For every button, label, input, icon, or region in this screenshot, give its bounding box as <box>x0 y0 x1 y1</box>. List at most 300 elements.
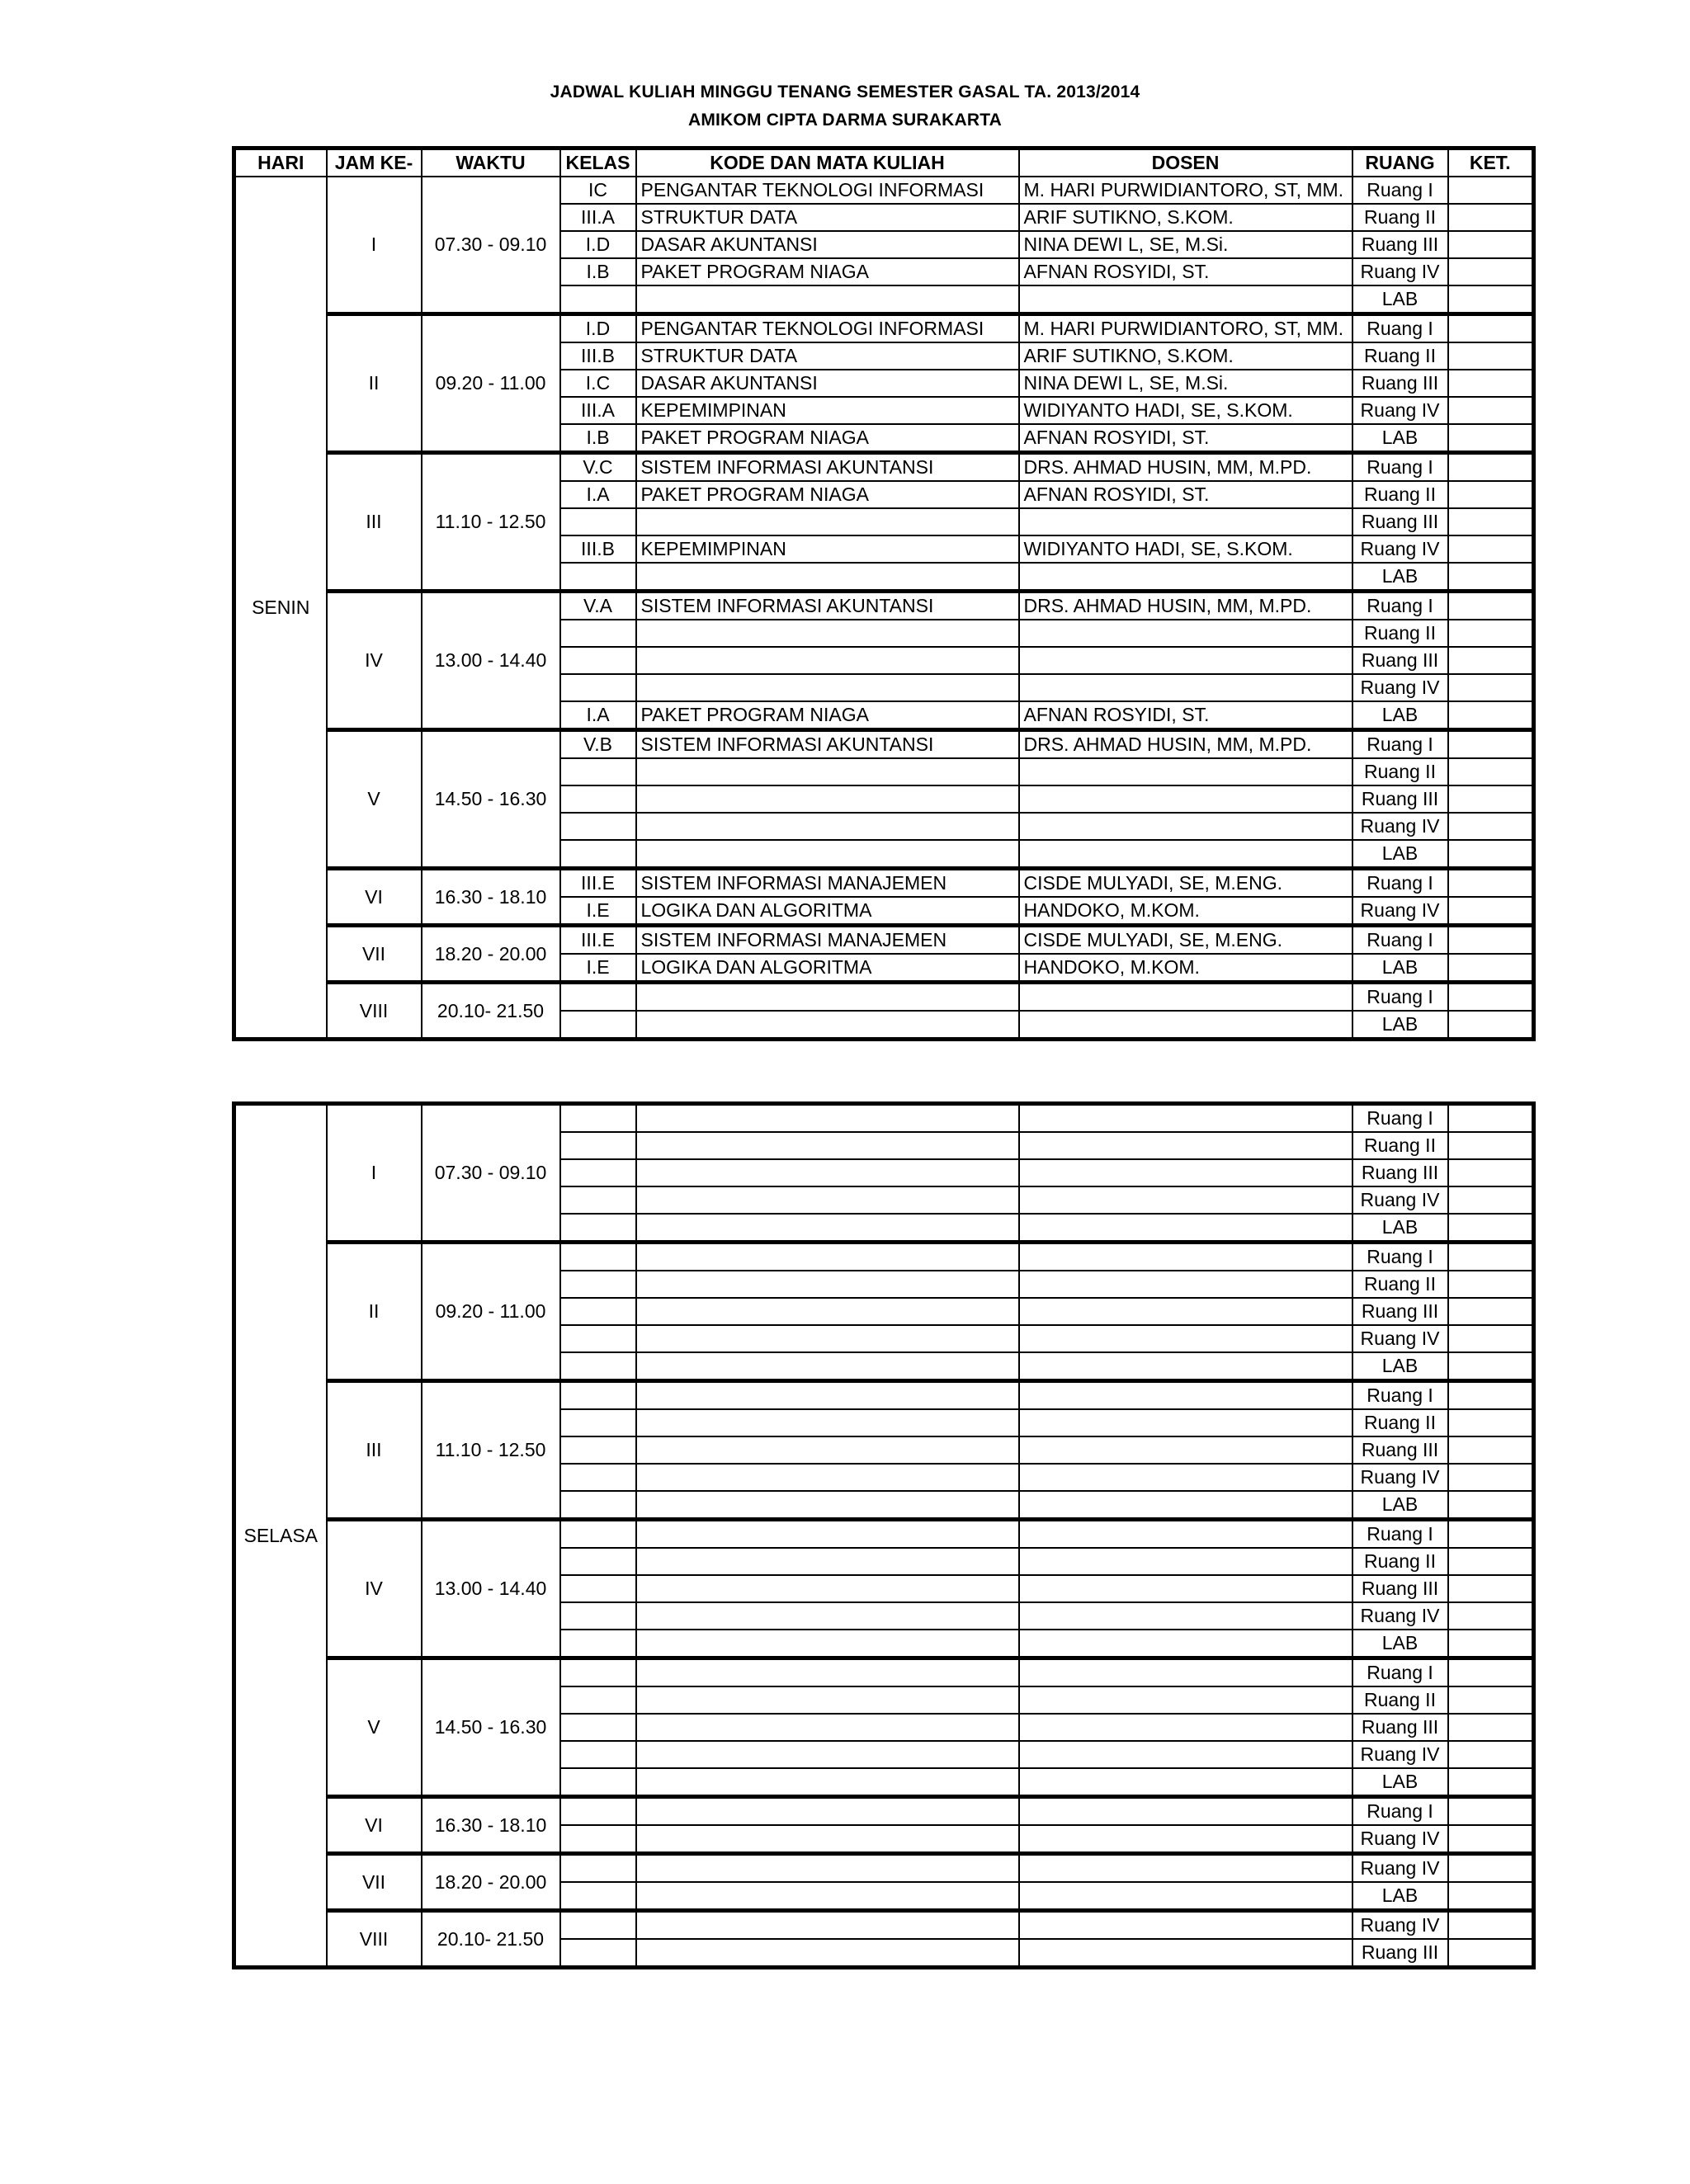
waktu-cell: 13.00 - 14.40 <box>422 1520 560 1658</box>
dosen-cell <box>1019 1882 1352 1911</box>
mata-kuliah-cell: PENGANTAR TEKNOLOGI INFORMASI <box>636 314 1019 343</box>
table-row <box>234 1797 1534 1826</box>
ruang-cell: Ruang I <box>1352 1243 1448 1271</box>
kelas-cell <box>560 1104 636 1133</box>
waktu-cell: 09.20 - 11.00 <box>422 314 560 453</box>
ruang-cell: LAB <box>1352 1768 1448 1797</box>
ruang-cell: Ruang II <box>1352 1548 1448 1575</box>
ket-cell <box>1448 1630 1534 1658</box>
document-title: JADWAL KULIAH MINGGU TENANG SEMESTER GASAL TA. 2013/2014 <box>550 83 1140 101</box>
kelas-cell <box>560 1602 636 1630</box>
jam-cell: VI <box>327 1797 422 1854</box>
ruang-cell: LAB <box>1352 1214 1448 1243</box>
dosen-cell <box>1019 674 1352 701</box>
mata-kuliah-cell <box>636 983 1019 1012</box>
table-row <box>234 177 1534 204</box>
ruang-cell: Ruang II <box>1352 481 1448 508</box>
ket-cell <box>1448 983 1534 1012</box>
kelas-cell: I.D <box>560 314 636 343</box>
ket-cell <box>1448 314 1534 343</box>
dosen-cell <box>1019 1768 1352 1797</box>
ket-cell <box>1448 1602 1534 1630</box>
mata-kuliah-cell <box>636 647 1019 674</box>
ruang-cell: Ruang III <box>1352 647 1448 674</box>
ket-cell <box>1448 840 1534 869</box>
ket-cell <box>1448 1243 1534 1271</box>
ket-cell <box>1448 342 1534 370</box>
ket-cell <box>1448 563 1534 592</box>
ket-cell <box>1448 1436 1534 1464</box>
ruang-cell: LAB <box>1352 954 1448 983</box>
jam-cell: V <box>327 730 422 869</box>
dosen-cell <box>1019 1741 1352 1768</box>
mata-kuliah-cell <box>636 758 1019 785</box>
mata-kuliah-cell <box>636 1714 1019 1741</box>
kelas-cell: I.E <box>560 954 636 983</box>
kelas-cell <box>560 1939 636 1968</box>
ruang-cell: Ruang IV <box>1352 897 1448 926</box>
kelas-cell <box>560 1132 636 1159</box>
ruang-cell: Ruang I <box>1352 177 1448 204</box>
waktu-cell: 07.30 - 09.10 <box>422 177 560 314</box>
kelas-cell <box>560 1381 636 1410</box>
hari-cell: SELASA <box>234 1104 327 1968</box>
column-header-dosen: DOSEN <box>1019 149 1352 177</box>
kelas-cell <box>560 1186 636 1214</box>
ruang-cell: LAB <box>1352 1882 1448 1911</box>
ruang-cell: Ruang IV <box>1352 535 1448 563</box>
kelas-cell <box>560 1491 636 1520</box>
mata-kuliah-cell <box>636 1381 1019 1410</box>
waktu-cell: 14.50 - 16.30 <box>422 730 560 869</box>
ket-cell <box>1448 1214 1534 1243</box>
mata-kuliah-cell <box>636 1630 1019 1658</box>
dosen-cell: DRS. AHMAD HUSIN, MM, M.PD. <box>1019 453 1352 482</box>
dosen-cell <box>1019 1911 1352 1940</box>
dosen-cell <box>1019 1491 1352 1520</box>
kelas-cell <box>560 1325 636 1352</box>
table-row <box>234 926 1534 955</box>
dosen-cell <box>1019 508 1352 535</box>
schedule-table-selasa <box>232 1101 1536 1969</box>
ruang-cell: Ruang IV <box>1352 1825 1448 1854</box>
table-row <box>234 1243 1534 1271</box>
mata-kuliah-cell <box>636 563 1019 592</box>
dosen-cell <box>1019 1714 1352 1741</box>
dosen-cell: DRS. AHMAD HUSIN, MM, M.PD. <box>1019 592 1352 620</box>
kelas-cell <box>560 508 636 535</box>
dosen-cell: NINA DEWI L, SE, M.Si. <box>1019 231 1352 258</box>
ket-cell <box>1448 1381 1534 1410</box>
mata-kuliah-cell <box>636 1159 1019 1186</box>
ket-cell <box>1448 813 1534 840</box>
mata-kuliah-cell: SISTEM INFORMASI AKUNTANSI <box>636 730 1019 759</box>
jam-cell: VI <box>327 869 422 926</box>
dosen-cell <box>1019 1939 1352 1968</box>
kelas-cell <box>560 674 636 701</box>
column-header-hari: HARI <box>234 149 327 177</box>
ket-cell <box>1448 481 1534 508</box>
ket-cell <box>1448 453 1534 482</box>
kelas-cell <box>560 1741 636 1768</box>
kelas-cell <box>560 1630 636 1658</box>
ket-cell <box>1448 1491 1534 1520</box>
ruang-cell: Ruang III <box>1352 508 1448 535</box>
ket-cell <box>1448 758 1534 785</box>
dosen-cell <box>1019 785 1352 813</box>
mata-kuliah-cell: SISTEM INFORMASI AKUNTANSI <box>636 453 1019 482</box>
ket-cell <box>1448 1797 1534 1826</box>
dosen-cell <box>1019 1797 1352 1826</box>
ruang-cell: LAB <box>1352 701 1448 730</box>
waktu-cell: 13.00 - 14.40 <box>422 592 560 730</box>
kelas-cell <box>560 1298 636 1325</box>
ruang-cell: Ruang I <box>1352 730 1448 759</box>
dosen-cell <box>1019 1436 1352 1464</box>
dosen-cell <box>1019 1602 1352 1630</box>
dosen-cell <box>1019 647 1352 674</box>
kelas-cell: III.E <box>560 926 636 955</box>
ruang-cell: Ruang II <box>1352 1409 1448 1436</box>
kelas-cell <box>560 1214 636 1243</box>
ruang-cell: Ruang II <box>1352 342 1448 370</box>
ket-cell <box>1448 1575 1534 1602</box>
ruang-cell: Ruang IV <box>1352 674 1448 701</box>
kelas-cell <box>560 1548 636 1575</box>
dosen-cell: HANDOKO, M.KOM. <box>1019 954 1352 983</box>
mata-kuliah-cell <box>636 1686 1019 1714</box>
ruang-cell: LAB <box>1352 285 1448 314</box>
jam-cell: VII <box>327 926 422 983</box>
ket-cell <box>1448 508 1534 535</box>
column-header-ruang: RUANG <box>1352 149 1448 177</box>
mata-kuliah-cell <box>636 785 1019 813</box>
kelas-cell <box>560 563 636 592</box>
kelas-cell <box>560 285 636 314</box>
waktu-cell: 18.20 - 20.00 <box>422 1854 560 1911</box>
dosen-cell <box>1019 1520 1352 1549</box>
ket-cell <box>1448 1825 1534 1854</box>
mata-kuliah-cell <box>636 1658 1019 1687</box>
dosen-cell <box>1019 285 1352 314</box>
mata-kuliah-cell: LOGIKA DAN ALGORITMA <box>636 897 1019 926</box>
dosen-cell: WIDIYANTO HADI, SE, S.KOM. <box>1019 397 1352 424</box>
table-row <box>234 314 1534 343</box>
kelas-cell <box>560 813 636 840</box>
dosen-cell: ARIF SUTIKNO, S.KOM. <box>1019 204 1352 231</box>
table-row <box>234 1104 1534 1133</box>
ruang-cell: Ruang I <box>1352 1797 1448 1826</box>
dosen-cell <box>1019 1159 1352 1186</box>
mata-kuliah-cell <box>636 1768 1019 1797</box>
mata-kuliah-cell <box>636 1854 1019 1883</box>
ruang-cell: LAB <box>1352 1491 1448 1520</box>
ket-cell <box>1448 1186 1534 1214</box>
ruang-cell: Ruang IV <box>1352 1911 1448 1940</box>
mata-kuliah-cell <box>636 1132 1019 1159</box>
ket-cell <box>1448 1520 1534 1549</box>
kelas-cell: III.B <box>560 535 636 563</box>
ket-cell <box>1448 954 1534 983</box>
kelas-cell: I.B <box>560 424 636 453</box>
document-subtitle: AMIKOM CIPTA DARMA SURAKARTA <box>687 111 1003 130</box>
kelas-cell: III.A <box>560 397 636 424</box>
ruang-cell: LAB <box>1352 424 1448 453</box>
mata-kuliah-cell: STRUKTUR DATA <box>636 342 1019 370</box>
ket-cell <box>1448 701 1534 730</box>
ket-cell <box>1448 647 1534 674</box>
ket-cell <box>1448 869 1534 898</box>
kelas-cell <box>560 983 636 1012</box>
dosen-cell <box>1019 1132 1352 1159</box>
mata-kuliah-cell: PAKET PROGRAM NIAGA <box>636 258 1019 285</box>
ruang-cell: Ruang II <box>1352 1132 1448 1159</box>
ruang-cell: Ruang III <box>1352 231 1448 258</box>
mata-kuliah-cell: PAKET PROGRAM NIAGA <box>636 481 1019 508</box>
ruang-cell: Ruang II <box>1352 204 1448 231</box>
ket-cell <box>1448 730 1534 759</box>
mata-kuliah-cell: SISTEM INFORMASI MANAJEMEN <box>636 926 1019 955</box>
ruang-cell: Ruang III <box>1352 1575 1448 1602</box>
mata-kuliah-cell <box>636 1602 1019 1630</box>
ruang-cell: LAB <box>1352 1352 1448 1381</box>
ruang-cell: LAB <box>1352 840 1448 869</box>
dosen-cell <box>1019 1548 1352 1575</box>
waktu-cell: 09.20 - 11.00 <box>422 1243 560 1381</box>
schedule-body-senin <box>234 177 1534 1040</box>
column-header-jam: JAM KE- <box>327 149 422 177</box>
kelas-cell: I.C <box>560 370 636 397</box>
ket-cell <box>1448 592 1534 620</box>
table-row <box>234 983 1534 1012</box>
ruang-cell: Ruang III <box>1352 785 1448 813</box>
mata-kuliah-cell: PAKET PROGRAM NIAGA <box>636 424 1019 453</box>
kelas-cell <box>560 1768 636 1797</box>
ket-cell <box>1448 424 1534 453</box>
kelas-cell <box>560 1464 636 1491</box>
dosen-cell <box>1019 840 1352 869</box>
kelas-cell <box>560 1271 636 1298</box>
dosen-cell: HANDOKO, M.KOM. <box>1019 897 1352 926</box>
kelas-cell <box>560 1011 636 1040</box>
mata-kuliah-cell <box>636 1325 1019 1352</box>
ruang-cell: Ruang I <box>1352 453 1448 482</box>
mata-kuliah-cell <box>636 1464 1019 1491</box>
ket-cell <box>1448 1132 1534 1159</box>
schedule-table-senin <box>232 146 1536 1041</box>
waktu-cell: 14.50 - 16.30 <box>422 1658 560 1797</box>
ruang-cell: Ruang II <box>1352 1686 1448 1714</box>
column-header-kelas: KELAS <box>560 149 636 177</box>
mata-kuliah-cell: DASAR AKUNTANSI <box>636 370 1019 397</box>
kelas-cell <box>560 1882 636 1911</box>
dosen-cell <box>1019 1658 1352 1687</box>
ruang-cell: Ruang III <box>1352 1436 1448 1464</box>
mata-kuliah-cell <box>636 1104 1019 1133</box>
dosen-cell: AFNAN ROSYIDI, ST. <box>1019 424 1352 453</box>
ket-cell <box>1448 1298 1534 1325</box>
mata-kuliah-cell <box>636 674 1019 701</box>
mata-kuliah-cell <box>636 620 1019 647</box>
dosen-cell: NINA DEWI L, SE, M.Si. <box>1019 370 1352 397</box>
jam-cell: I <box>327 1104 422 1243</box>
ket-cell <box>1448 231 1534 258</box>
dosen-cell <box>1019 1409 1352 1436</box>
ket-cell <box>1448 1714 1534 1741</box>
ruang-cell: Ruang I <box>1352 1381 1448 1410</box>
ruang-cell: LAB <box>1352 563 1448 592</box>
dosen-cell <box>1019 1630 1352 1658</box>
waktu-cell: 16.30 - 18.10 <box>422 1797 560 1854</box>
kelas-cell: V.C <box>560 453 636 482</box>
kelas-cell <box>560 1658 636 1687</box>
kelas-cell <box>560 620 636 647</box>
ket-cell <box>1448 785 1534 813</box>
kelas-cell: III.A <box>560 204 636 231</box>
mata-kuliah-cell <box>636 1520 1019 1549</box>
mata-kuliah-cell: KEPEMIMPINAN <box>636 535 1019 563</box>
ket-cell <box>1448 1658 1534 1687</box>
dosen-cell: M. HARI PURWIDIANTORO, ST, MM. <box>1019 177 1352 204</box>
kelas-cell <box>560 1436 636 1464</box>
ruang-cell: Ruang IV <box>1352 1186 1448 1214</box>
column-header-mata-kuliah: KODE DAN MATA KULIAH <box>636 149 1019 177</box>
ket-cell <box>1448 674 1534 701</box>
hari-cell: SENIN <box>234 177 327 1040</box>
ruang-cell: Ruang IV <box>1352 258 1448 285</box>
ket-cell <box>1448 1352 1534 1381</box>
table-row <box>234 1658 1534 1687</box>
kelas-cell <box>560 1520 636 1549</box>
waktu-cell: 16.30 - 18.10 <box>422 869 560 926</box>
ruang-cell: Ruang II <box>1352 1271 1448 1298</box>
dosen-cell: DRS. AHMAD HUSIN, MM, M.PD. <box>1019 730 1352 759</box>
column-header-waktu: WAKTU <box>422 149 560 177</box>
mata-kuliah-cell <box>636 1741 1019 1768</box>
ruang-cell: Ruang I <box>1352 926 1448 955</box>
kelas-cell <box>560 1243 636 1271</box>
kelas-cell <box>560 785 636 813</box>
jam-cell: IV <box>327 592 422 730</box>
mata-kuliah-cell <box>636 1436 1019 1464</box>
ket-cell <box>1448 1854 1534 1883</box>
dosen-cell <box>1019 1186 1352 1214</box>
kelas-cell <box>560 758 636 785</box>
waktu-cell: 20.10- 21.50 <box>422 1911 560 1968</box>
ket-cell <box>1448 177 1534 204</box>
table-row <box>234 453 1534 482</box>
waktu-cell: 07.30 - 09.10 <box>422 1104 560 1243</box>
ruang-cell: Ruang IV <box>1352 397 1448 424</box>
mata-kuliah-cell <box>636 1352 1019 1381</box>
mata-kuliah-cell <box>636 840 1019 869</box>
dosen-cell <box>1019 1243 1352 1271</box>
ket-cell <box>1448 1741 1534 1768</box>
table-row <box>234 592 1534 620</box>
ket-cell <box>1448 1325 1534 1352</box>
kelas-cell: I.A <box>560 701 636 730</box>
dosen-cell: CISDE MULYADI, SE, M.ENG. <box>1019 926 1352 955</box>
kelas-cell <box>560 1686 636 1714</box>
dosen-cell: WIDIYANTO HADI, SE, S.KOM. <box>1019 535 1352 563</box>
ket-cell <box>1448 535 1534 563</box>
ruang-cell: LAB <box>1352 1630 1448 1658</box>
kelas-cell <box>560 840 636 869</box>
dosen-cell <box>1019 1575 1352 1602</box>
dosen-cell <box>1019 563 1352 592</box>
jam-cell: IV <box>327 1520 422 1658</box>
ket-cell <box>1448 1882 1534 1911</box>
ruang-cell: Ruang III <box>1352 1939 1448 1968</box>
ruang-cell: Ruang II <box>1352 758 1448 785</box>
kelas-cell <box>560 1159 636 1186</box>
kelas-cell: III.E <box>560 869 636 898</box>
dosen-cell <box>1019 983 1352 1012</box>
ruang-cell: Ruang III <box>1352 1714 1448 1741</box>
ruang-cell: Ruang II <box>1352 620 1448 647</box>
ruang-cell: Ruang IV <box>1352 1854 1448 1883</box>
ruang-cell: Ruang I <box>1352 869 1448 898</box>
kelas-cell: I.B <box>560 258 636 285</box>
dosen-cell <box>1019 1854 1352 1883</box>
ruang-cell: Ruang IV <box>1352 1325 1448 1352</box>
dosen-cell <box>1019 1686 1352 1714</box>
waktu-cell: 11.10 - 12.50 <box>422 1381 560 1520</box>
mata-kuliah-cell <box>636 1911 1019 1940</box>
mata-kuliah-cell <box>636 1797 1019 1826</box>
mata-kuliah-cell <box>636 1491 1019 1520</box>
dosen-cell <box>1019 1298 1352 1325</box>
ruang-cell: Ruang III <box>1352 1159 1448 1186</box>
header-row <box>234 149 1534 177</box>
mata-kuliah-cell <box>636 508 1019 535</box>
mata-kuliah-cell <box>636 1825 1019 1854</box>
ruang-cell: Ruang IV <box>1352 1741 1448 1768</box>
ruang-cell: Ruang I <box>1352 1104 1448 1133</box>
waktu-cell: 11.10 - 12.50 <box>422 453 560 592</box>
jam-cell: III <box>327 453 422 592</box>
ket-cell <box>1448 397 1534 424</box>
kelas-cell: I.D <box>560 231 636 258</box>
dosen-cell: AFNAN ROSYIDI, ST. <box>1019 701 1352 730</box>
ket-cell <box>1448 1011 1534 1040</box>
mata-kuliah-cell <box>636 1271 1019 1298</box>
table-row <box>234 1381 1534 1410</box>
mata-kuliah-cell: PENGANTAR TEKNOLOGI INFORMASI <box>636 177 1019 204</box>
dosen-cell <box>1019 1325 1352 1352</box>
mata-kuliah-cell <box>636 1548 1019 1575</box>
mata-kuliah-cell <box>636 1186 1019 1214</box>
ket-cell <box>1448 258 1534 285</box>
ruang-cell: Ruang I <box>1352 1658 1448 1687</box>
mata-kuliah-cell <box>636 1409 1019 1436</box>
waktu-cell: 18.20 - 20.00 <box>422 926 560 983</box>
ket-cell <box>1448 204 1534 231</box>
kelas-cell: III.B <box>560 342 636 370</box>
dosen-cell <box>1019 1381 1352 1410</box>
column-header-ket: KET. <box>1448 149 1534 177</box>
ket-cell <box>1448 1911 1534 1940</box>
ket-cell <box>1448 1271 1534 1298</box>
mata-kuliah-cell <box>636 813 1019 840</box>
ket-cell <box>1448 370 1534 397</box>
ruang-cell: Ruang III <box>1352 370 1448 397</box>
jam-cell: V <box>327 1658 422 1797</box>
table-row <box>234 1520 1534 1549</box>
dosen-cell <box>1019 1104 1352 1133</box>
ruang-cell: Ruang I <box>1352 592 1448 620</box>
ket-cell <box>1448 620 1534 647</box>
